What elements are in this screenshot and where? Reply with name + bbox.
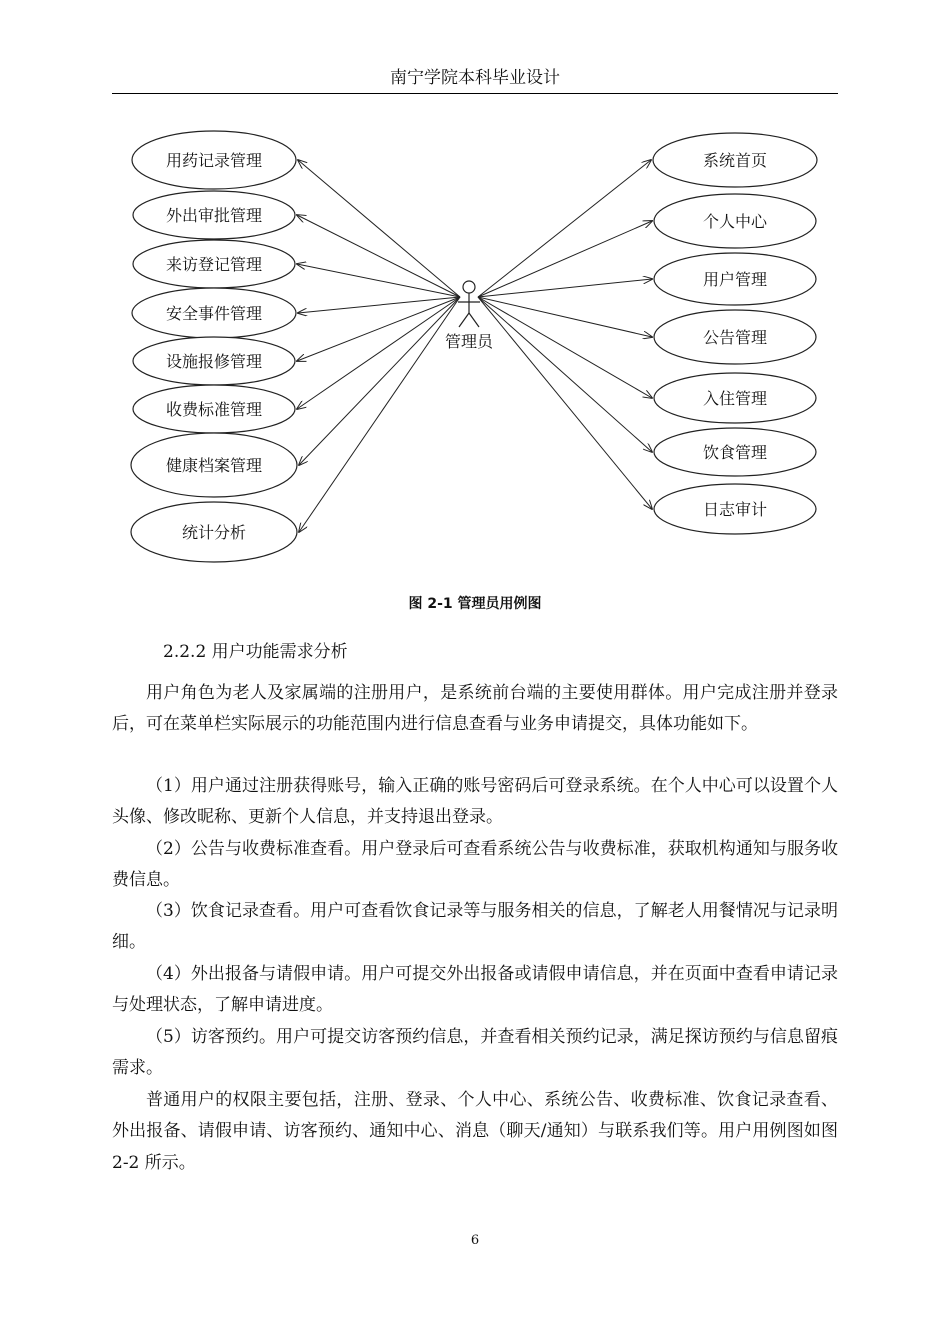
paragraph: （1）用户通过注册获得账号，输入正确的账号密码后可登录系统。在个人中心可以设置个人头像、修改昵称、更新个人信息，并支持退出登录。 [112, 776, 838, 828]
paragraph: （2）公告与收费标准查看。用户登录后可查看系统公告与收费标准，获取机构通知与服务收费信息。 [112, 839, 838, 891]
use-case-right [654, 194, 816, 248]
use-case-left [131, 502, 297, 562]
association-arrow [478, 279, 652, 297]
section-heading: 2.2.2 用户功能需求分析 [163, 642, 348, 662]
use-case-label: 用药记录管理 [165, 151, 263, 170]
use-case-label: 来访登记管理 [165, 255, 263, 274]
use-case-label: 日志审计 [702, 500, 768, 519]
use-case-right [654, 484, 816, 534]
use-case-label: 入住管理 [702, 389, 768, 408]
paragraph: 普通用户的权限主要包括，注册、登录、个人中心、系统公告、收费标准、饮食记录查看、外出报备、请假申请、访客预约、通知中心、消息（聊天/通知）与联系我们等。用户用例图如图 2-2 所示。 [112, 1090, 838, 1173]
use-case-left [132, 288, 296, 338]
use-case-label: 外出审批管理 [165, 206, 263, 225]
paragraph: （3）饮食记录查看。用户可查看饮食记录等与服务相关的信息，了解老人用餐情况与记录明细。 [112, 901, 838, 953]
use-case-label: 设施报修管理 [165, 352, 263, 371]
association-arrow [298, 297, 460, 313]
association-arrow [297, 264, 460, 297]
actor-figure [445, 281, 494, 351]
use-case-label: 公告管理 [702, 328, 768, 347]
use-case-label: 健康档案管理 [165, 456, 263, 475]
actor-label: 管理员 [444, 332, 494, 351]
association-arrow [478, 160, 651, 297]
use-case-left [133, 191, 295, 239]
use-case-left [131, 433, 297, 497]
use-case-label: 安全事件管理 [165, 304, 263, 323]
actor-head [463, 281, 475, 293]
use-case-label: 收费标准管理 [165, 400, 263, 419]
use-case-right [654, 310, 816, 364]
use-case-label: 用户管理 [702, 270, 768, 289]
use-case-label: 饮食管理 [702, 443, 768, 462]
page-header: 南宁学院本科毕业设计 [112, 66, 838, 94]
use-case-left [133, 240, 295, 288]
use-case-right [654, 428, 816, 476]
use-case-right [653, 133, 817, 187]
use-case-label: 系统首页 [702, 151, 768, 170]
use-case-right [654, 253, 816, 305]
association-arrow [298, 160, 460, 297]
use-case-right [654, 373, 816, 423]
paragraph: 用户角色为老人及家属端的注册用户，是系统前台端的主要使用群体。用户完成注册并登录后，可在菜单栏实际展示的功能范围内进行信息查看与业务申请提交，具体功能如下。 [112, 683, 838, 735]
use-case-label: 个人中心 [702, 212, 768, 231]
association-arrow [478, 221, 652, 297]
use-case-label: 统计分析 [181, 523, 247, 542]
association-arrow [299, 297, 460, 465]
page-number: 6 [470, 1233, 480, 1248]
use-case-diagram [0, 0, 950, 600]
use-case-left [133, 337, 295, 385]
use-case-left [133, 385, 295, 433]
association-arrow [478, 297, 652, 452]
paragraph: （4）外出报备与请假申请。用户可提交外出报备或请假申请信息，并在页面中查看申请记录与处理状态，了解申请进度。 [112, 964, 838, 1016]
figure-caption: 图 2-1 管理员用例图 [408, 596, 542, 612]
association-arrow [478, 297, 652, 398]
association-arrow [299, 297, 460, 532]
use-case-left [132, 131, 296, 189]
paragraph: （5）访客预约。用户可提交访客预约信息，并查看相关预约记录，满足探访预约与信息留痕需求。 [112, 1027, 838, 1079]
association-arrow [297, 215, 460, 297]
association-arrow [478, 297, 652, 509]
association-arrow [297, 297, 460, 409]
association-arrow [478, 297, 652, 337]
association-arrow [297, 297, 460, 361]
